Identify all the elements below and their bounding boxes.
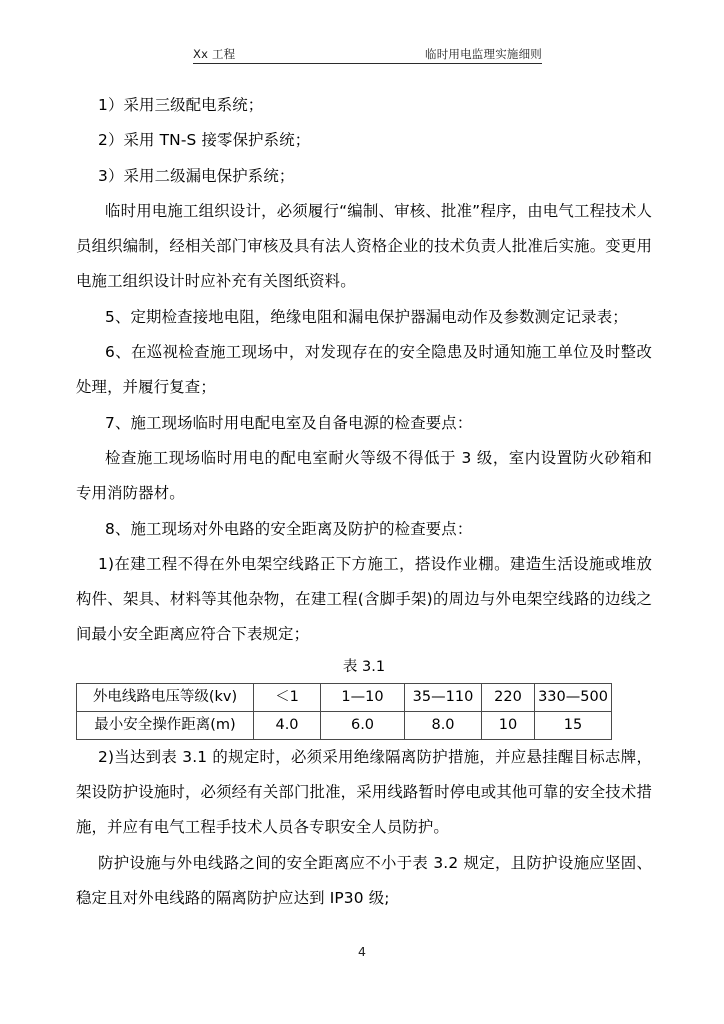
header-right-title: 临时用电监理实施细则 bbox=[425, 47, 542, 61]
table-cell: 330—500 bbox=[535, 683, 612, 711]
paragraph-item-6: 6、在巡视检查施工现场中，对发现存在的安全隐患及时通知施工单位及时整改处理，并履行复查； bbox=[76, 343, 652, 397]
table-row-label: 最小安全操作距离(m) bbox=[77, 711, 254, 739]
paragraph-item-5: 5、定期检查接地电阻，绝缘电阻和漏电保护器漏电动作及参数测定记录表； bbox=[105, 307, 628, 326]
page-number: 4 bbox=[358, 944, 366, 959]
table-cell: 220 bbox=[482, 683, 535, 711]
running-header bbox=[193, 47, 542, 64]
header-left-title: Xx 工程 bbox=[193, 47, 236, 61]
table-cell: 6.0 bbox=[321, 711, 405, 739]
paragraph-item-7: 7、施工现场临时用电配电室及自备电源的检查要点： bbox=[105, 413, 473, 432]
table-cell: ＜1 bbox=[254, 683, 321, 711]
table-cell: 8.0 bbox=[405, 711, 482, 739]
paragraph-item-2: 2）采用 TN-S 接零保护系统； bbox=[98, 131, 311, 150]
paragraph-item-8: 8、施工现场对外电路的安全距离及防护的检查要点： bbox=[105, 519, 473, 538]
table-cell-wrapped-value: 35—110 bbox=[412, 688, 474, 705]
table-row bbox=[77, 711, 612, 739]
paragraph-item-8-sub-3: 防护设施与外电线路之间的安全距离应不小于表 3.2 规定，且防护设施应坚固、稳定且对外电线路的隔离防护应达到 IP30 级; bbox=[76, 853, 652, 907]
table-cell: 4.0 bbox=[254, 711, 321, 739]
table-caption: 表 3.1 bbox=[342, 658, 386, 675]
safety-distance-table-wrapper bbox=[76, 683, 608, 740]
table-cell: 15 bbox=[535, 711, 612, 739]
document-body bbox=[76, 88, 652, 916]
table-cell: 10 bbox=[482, 711, 535, 739]
table-row bbox=[77, 683, 612, 711]
paragraph-item-1: 1）采用三级配电系统； bbox=[98, 96, 264, 114]
paragraph-design-note: 临时用电施工组织设计，必须履行“编制、审核、批准”程序，由电气工程技术人员组织编制，经相关部门审核及具有法人资格企业的技术负责人批准后实施。变更用电施工组织设计时应补充有关图纸资料。 bbox=[76, 201, 652, 291]
safety-distance-table bbox=[76, 683, 612, 740]
paragraph-item-8-sub-1: 1)在建工程不得在外电架空线路正下方施工，搭设作业棚。建造生活设施或堆放构件、架具、材料等其他杂物，在建工程(含脚手架)的周边与外电架空线路的边线之间最小安全距离应符合下表规定； bbox=[76, 554, 652, 644]
paragraph-item-8-sub-2: 2)当达到表 3.1 的规定时，必须采用绝缘隔离防护措施，并应悬挂醒目标志牌，架设防护设施时，必须经有关部门批准，采用线路暂时停电或其他可靠的安全技术措施，并应有电气工程手技术人员各专职安全人员防护。 bbox=[76, 747, 652, 837]
table-cell: 1—10 bbox=[321, 683, 405, 711]
table-cell bbox=[405, 683, 482, 711]
paragraph-item-7-detail: 检查施工现场临时用电的配电室耐火等级不得低于 3 级，室内设置防火砂箱和专用消防器材。 bbox=[76, 448, 652, 503]
paragraph-item-3: 3）采用二级漏电保护系统； bbox=[98, 166, 295, 185]
table-row-label: 外电线路电压等级(kv) bbox=[77, 683, 254, 711]
